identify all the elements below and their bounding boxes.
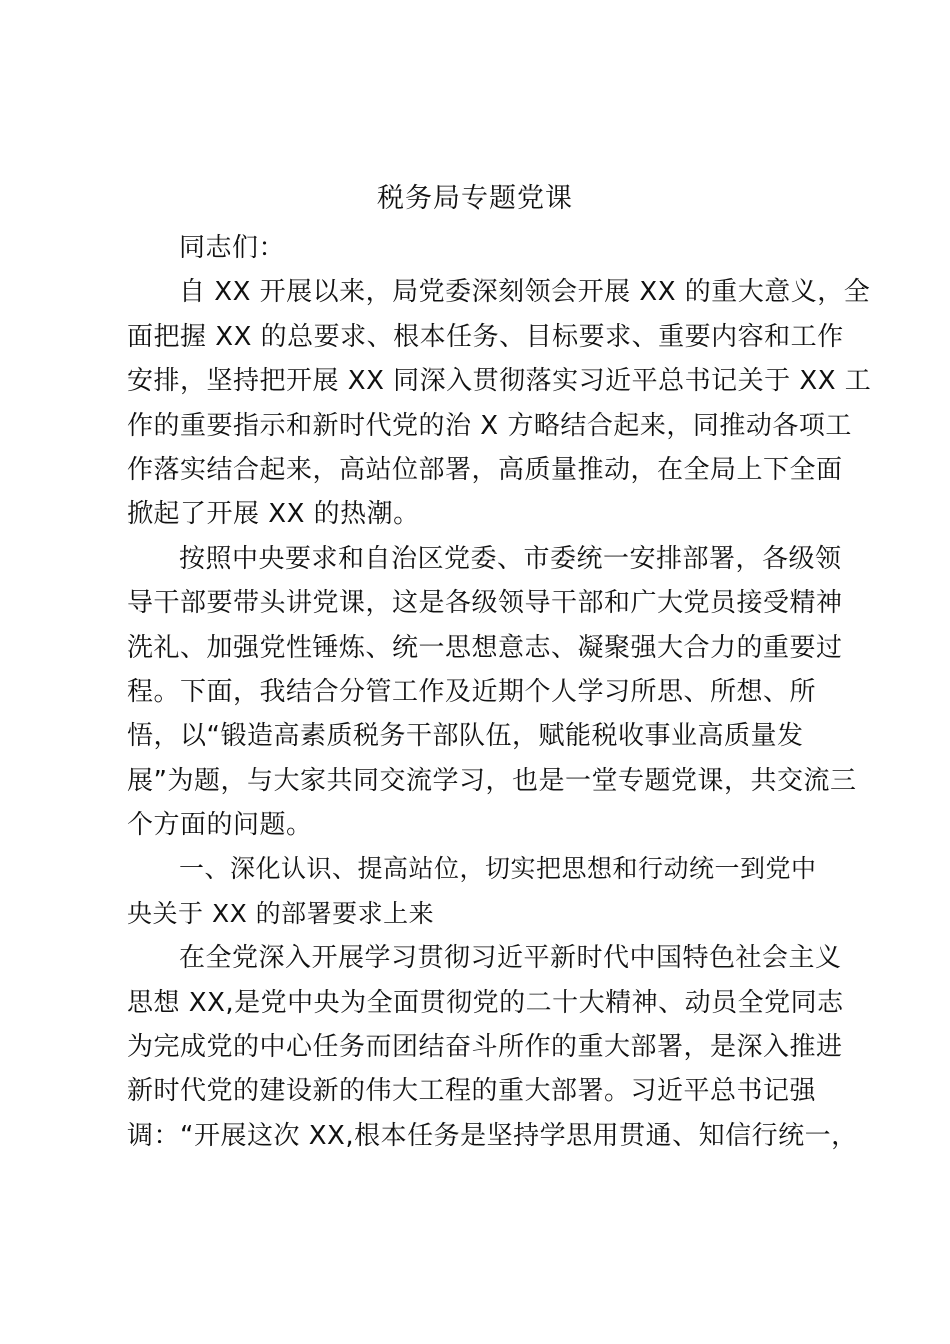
- paragraph-line: 作的重要指示和新时代党的治 X 方略结合起来，同推动各项工: [127, 410, 852, 441]
- paragraph-line: 思想 XX,是党中央为全面贯彻党的二十大精神、动员全党同志: [127, 987, 844, 1018]
- paragraph-line: 程。下面，我结合分管工作及近期个人学习所思、所想、所: [127, 676, 817, 707]
- section-heading: 一、深化认识、提高站位，切实把思想和行动统一到党中: [179, 854, 817, 884]
- paragraph-line: 调：“开展这次 XX,根本任务是坚持学思用贯通、知信行统一，: [127, 1120, 858, 1151]
- paragraph-line: 个方面的问题。: [127, 810, 313, 841]
- paragraph-line: 导干部要带头讲党课，这是各级领导干部和广大党员接受精神: [127, 588, 843, 619]
- salutation: 同志们：: [179, 233, 286, 263]
- paragraph-line: 在全党深入开展学习贯彻习近平新时代中国特色社会主义: [179, 943, 842, 974]
- paragraph-line: 安排，坚持把开展 XX 同深入贯彻落实习近平总书记关于 XX 工: [127, 366, 872, 397]
- paragraph-line: 按照中央要求和自治区党委、市委统一安排部署，各级领: [179, 543, 842, 574]
- section-heading: 央关于 XX 的部署要求上来: [127, 898, 435, 928]
- paragraph-line: 作落实结合起来，高站位部署，高质量推动，在全局上下全面: [127, 454, 843, 485]
- paragraph-line: 洗礼、加强党性锤炼、统一思想意志、凝聚强大合力的重要过: [127, 632, 843, 663]
- paragraph-line: 掀起了开展 XX 的热潮。: [127, 499, 420, 530]
- paragraph-line: 悟，以“锻造高素质税务干部队伍，赋能税收事业高质量发: [127, 721, 804, 752]
- paragraph-line: 新时代党的建设新的伟大工程的重大部署。习近平总书记强: [127, 1076, 817, 1107]
- document-title: 税务局专题党课: [377, 183, 573, 214]
- paragraph-line: 展”为题，与大家共同交流学习，也是一堂专题党课，共交流三: [127, 765, 857, 796]
- paragraph-line: 为完成党的中心任务而团结奋斗所作的重大部署，是深入推进: [127, 1032, 843, 1063]
- paragraph-line: 自 XX 开展以来，局党委深刻领会开展 XX 的重大意义，全: [179, 277, 871, 308]
- document-body: [127, 226, 872, 1158]
- paragraph-line: 面把握 XX 的总要求、根本任务、目标要求、重要内容和工作: [127, 321, 844, 352]
